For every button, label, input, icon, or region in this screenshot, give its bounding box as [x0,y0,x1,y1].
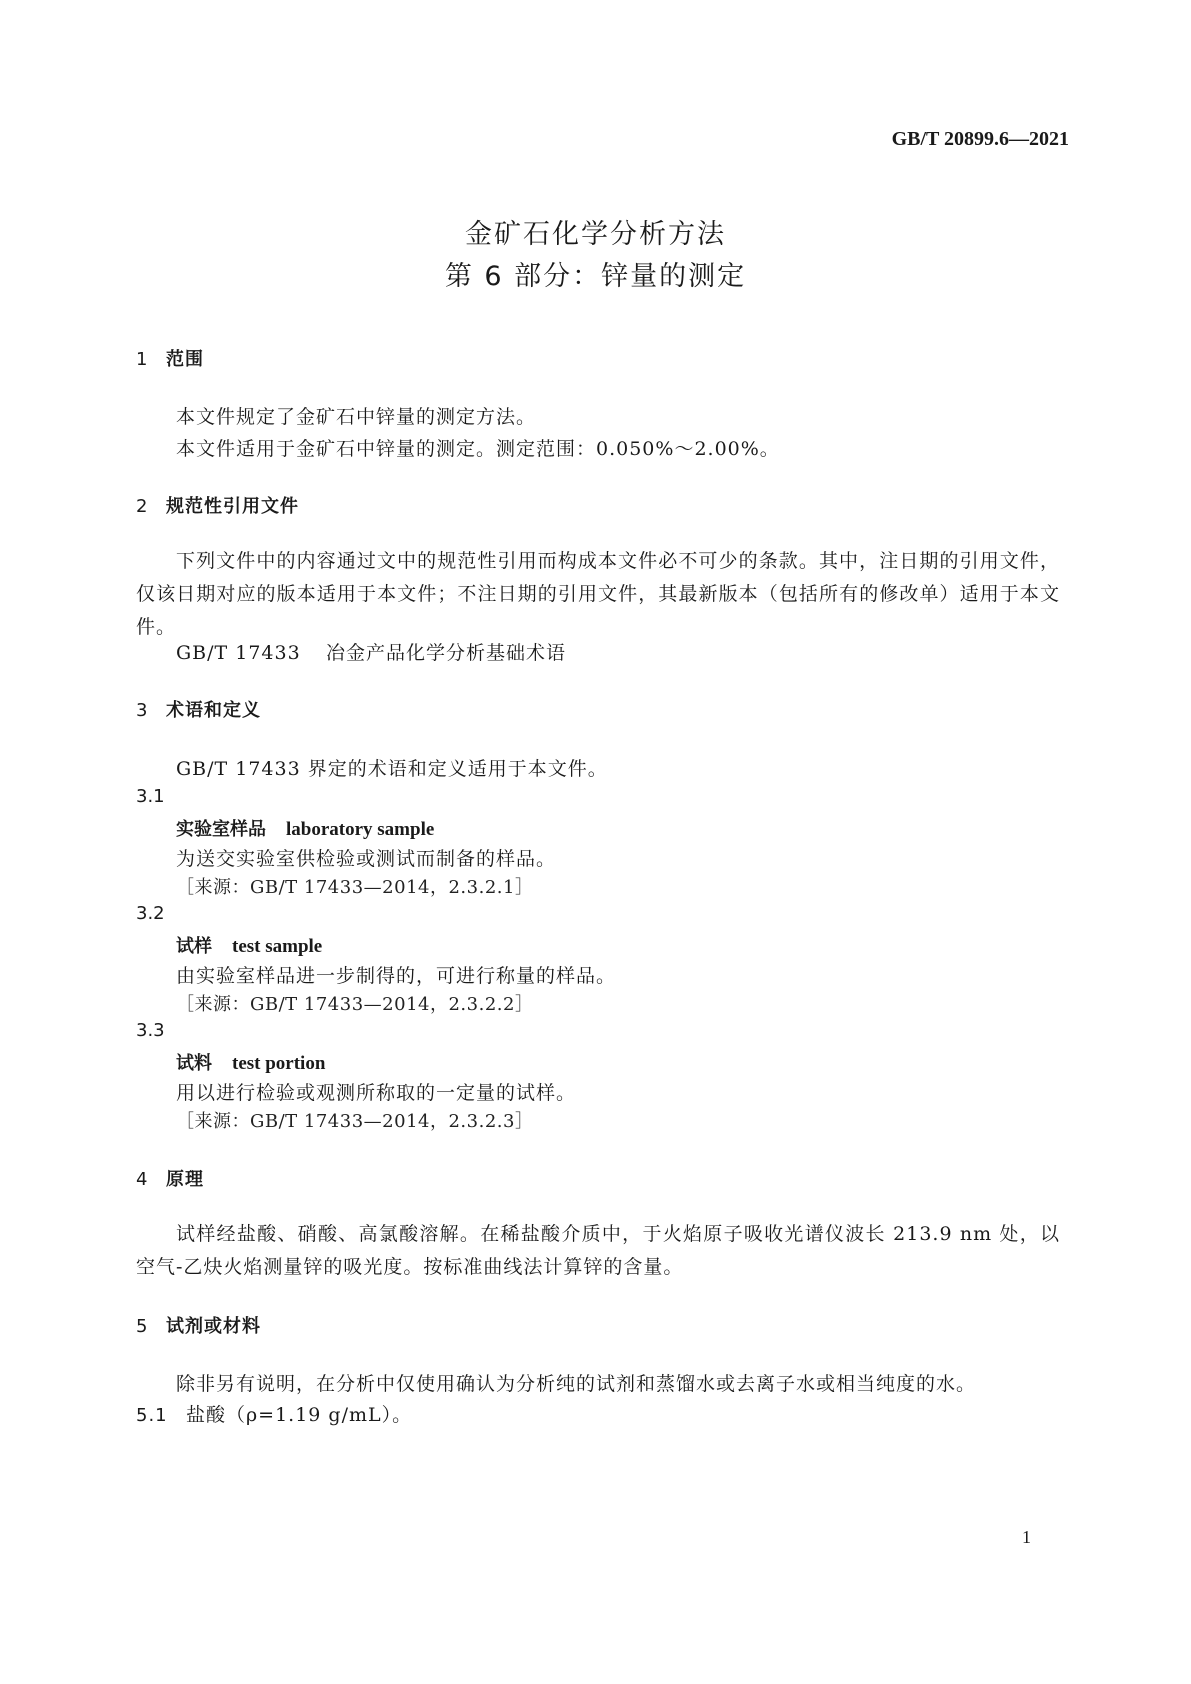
standard-code: GB/T 20899.6—2021 [891,128,1069,150]
term-zh: 试样 [176,936,212,957]
item-text: 盐酸（ρ=1.19 g/mL）。 [186,1404,413,1426]
section-number: 1 [136,349,149,370]
reference-code: GB/T 17433 [176,642,301,664]
section-number: 4 [136,1169,149,1190]
term-source: ［来源：GB/T 17433—2014，2.3.2.1］ [176,877,534,898]
paragraph: GB/T 17433 界定的术语和定义适用于本文件。 [176,758,608,780]
document-title: 金矿石化学分析方法 [465,219,726,250]
section-number: 3 [136,700,149,721]
term-en: test portion [232,1053,326,1074]
term-en: laboratory sample [286,819,435,840]
term-zh: 试料 [176,1053,212,1074]
term-name [176,1049,325,1075]
term-name [176,932,322,958]
section-title: 原理 [166,1169,204,1190]
reagent-item [136,1400,412,1427]
page-number: 1 [1022,1527,1031,1547]
paragraph: 本文件适用于金矿石中锌量的测定。测定范围：0.050%～2.00%。 [176,438,780,460]
paragraph: 本文件规定了金矿石中锌量的测定方法。 [176,406,537,428]
section-title: 范围 [166,349,204,370]
section-heading-1 [136,345,204,371]
term-number: 3.2 [136,903,165,924]
term-definition: 用以进行检验或观测所称取的一定量的试样。 [176,1082,577,1104]
section-number: 5 [136,1316,149,1337]
item-number: 5.1 [136,1405,168,1426]
term-source: ［来源：GB/T 17433—2014，2.3.2.2］ [176,994,534,1015]
term-definition: 由实验室样品进一步制得的，可进行称量的样品。 [176,965,617,987]
section-heading-4 [136,1165,204,1191]
section-heading-5 [136,1312,261,1338]
reference-title: 冶金产品化学分析基础术语 [326,642,567,664]
paragraph: 除非另有说明，在分析中仅使用确认为分析纯的试剂和蒸馏水或去离子水或相当纯度的水。 [176,1373,977,1395]
normative-reference [176,638,566,665]
section-title: 术语和定义 [166,700,261,721]
term-name [176,815,434,841]
paragraph: 试样经盐酸、硝酸、高氯酸溶解。在稀盐酸介质中，于火焰原子吸收光谱仪波长 213.9 nm 处，以空气-乙炔火焰测量锌的吸光度。按标准曲线法计算锌的含量。 [136,1223,1060,1278]
document-subtitle: 第 6 部分：锌量的测定 [444,261,747,292]
term-number: 3.3 [136,1020,165,1041]
section-heading-3 [136,696,261,722]
term-source: ［来源：GB/T 17433—2014，2.3.2.3］ [176,1111,534,1132]
section-title: 试剂或材料 [166,1316,261,1337]
section-heading-2 [136,492,299,518]
term-en: test sample [232,936,323,957]
section-title: 规范性引用文件 [166,496,299,517]
term-definition: 为送交实验室供检验或测试而制备的样品。 [176,848,557,870]
paragraph: 下列文件中的内容通过文中的规范性引用而构成本文件必不可少的条款。其中，注日期的引用文件，仅该日期对应的版本适用于本文件；不注日期的引用文件，其最新版本（包括所有的修改单）适用于本文件。 [136,550,1060,638]
section-number: 2 [136,496,149,517]
term-number: 3.1 [136,786,165,807]
term-zh: 实验室样品 [176,819,266,840]
